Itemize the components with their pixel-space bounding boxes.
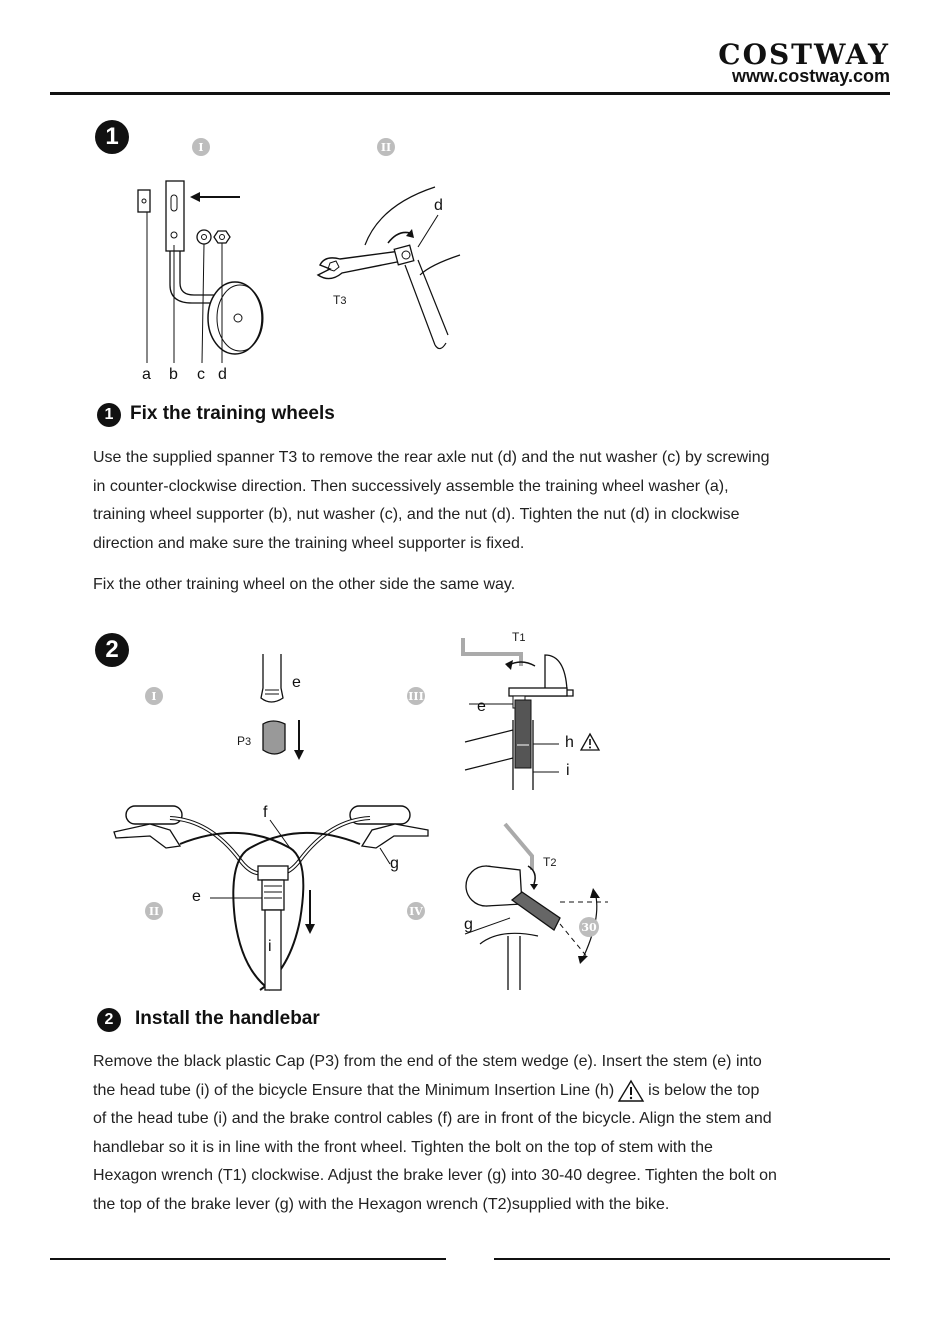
fig2-label-d: d [434,197,443,214]
brand-logo: COSTWAY [718,38,890,71]
hex-wrench-t2-letter: T [543,855,551,869]
step2-roman-3: III [407,687,425,705]
footer-divider-left [50,1258,446,1260]
fig3-label-e: e [477,698,486,715]
step2-title: Install the handlebar [135,1008,320,1029]
step2-line-4: handlebar so it is in line with the front wheel. Tighten the bolt on the top of stem with the [93,1138,713,1156]
spanner-tool-label [333,293,346,307]
part-label-a: a [142,366,151,383]
step1-line-3: training wheel supporter (b), nut washer (c), and the nut (d). Tighten the nut (d) in clockwise [93,506,740,523]
step2-line-2-end: is below the top [648,1081,760,1099]
step1-paragraph [93,444,770,558]
part-label-b: b [169,366,178,383]
part-label-d: d [218,366,227,383]
cap-letter: P [237,734,246,748]
spanner-axle-illustration [310,185,470,355]
step1-line-4: direction and make sure the training wheel supporter is fixed. [93,534,525,552]
spanner-tool-subscript: 3 [340,295,347,307]
hex-wrench-t1-letter: T [512,630,520,644]
step2-line-1: Remove the black plastic Cap (P3) from the end of the stem wedge (e). Insert the stem (e) into [93,1053,762,1070]
stem-cap-illustration [255,650,315,760]
brake-lever-angle-illustration [460,818,610,993]
fig1-label-e: e [292,674,301,691]
fig2-label-g: g [390,855,399,872]
hex-wrench-t2-label [543,855,556,869]
step1-line-1: Use the supplied spanner T3 to remove the rear axle nut (d) and the nut washer (c) by screwing [93,449,770,466]
step2-roman-1: I [145,687,163,705]
header-divider [50,92,890,95]
step1-title: Fix the training wheels [130,403,335,424]
brand-url: www.costway.com [731,66,890,86]
fig3-label-i: i [566,762,570,779]
step1-note: Fix the other training wheel on the other side the same way. [93,576,516,593]
step2-paragraph [93,1048,777,1219]
handlebar-illustration [110,800,440,1000]
hex-wrench-t1-label [512,630,525,644]
part-label-c: c [197,366,205,383]
step2-line-2-start: the head tube (i) of the bicycle Ensure that the Minimum Insertion Line (h) [93,1081,615,1099]
cap-label [237,734,251,748]
warning-triangle-icon [580,733,600,751]
fig2-label-e: e [192,888,201,905]
step2-heading-badge: 2 [97,1008,121,1032]
step1-number-badge: 1 [95,120,129,154]
step1-line-2: in counter-clockwise direction. Then successively assemble the training wheel washer (a), [93,477,729,495]
training-wheel-exploded-illustration [130,175,290,365]
footer-divider-right [494,1258,890,1260]
warning-triangle-icon [618,1080,644,1102]
hex-wrench-t1-subscript: 1 [519,632,526,644]
step1-heading-badge: 1 [97,403,121,427]
fig2-label-i: i [268,938,272,955]
step2-line-6: the top of the brake lever (g) with the Hexagon wrench (T2)supplied with the bike. [93,1195,670,1213]
step2-line-2 [93,1077,777,1106]
angle-badge: 30 [579,917,599,937]
step1-roman-2: II [377,138,395,156]
step2-number-badge: 2 [95,633,129,667]
step2-line-3: of the head tube (i) and the brake control cables (f) are in front of the bicycle. Align the stem and [93,1110,772,1127]
cap-subscript: 3 [245,736,252,748]
fig3-label-h: h [565,734,574,751]
step1-roman-1: I [192,138,210,156]
fig4-label-g: g [464,916,473,933]
step2-roman-2: II [145,902,163,920]
hex-wrench-t2-subscript: 2 [550,857,557,869]
step2-roman-4: IV [407,902,425,920]
step2-line-5: Hexagon wrench (T1) clockwise. Adjust the brake lever (g) into 30-40 degree. Tighten the bolt on [93,1167,777,1184]
spanner-tool-letter: T [333,293,341,307]
fig2-label-f: f [263,804,268,821]
